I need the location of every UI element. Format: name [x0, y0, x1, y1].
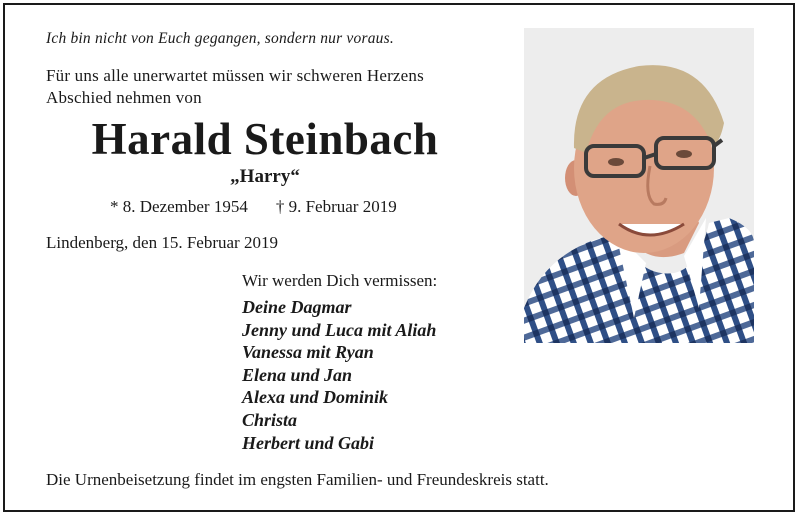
mourner: Deine Dagmar — [242, 297, 352, 317]
mourner: Jenny und Luca mit Aliah — [242, 319, 437, 340]
mourner: Vanessa mit Ryan — [242, 342, 374, 363]
mourner: Herbert und Gabi — [242, 432, 375, 453]
portrait-illustration — [524, 28, 754, 343]
intro-line: Abschied nehmen von — [46, 88, 202, 107]
birth-date: * 8. Dezember 1954 — [110, 197, 248, 216]
portrait-photo — [524, 28, 754, 343]
intro-line: Für uns alle unerwartet müssen wir schweren Herzens — [46, 66, 424, 85]
mourner: Elena und Jan — [242, 364, 353, 385]
intro-text — [46, 65, 424, 109]
mourner: Alexa und Dominik — [242, 387, 389, 408]
mourners-list — [242, 296, 436, 454]
deceased-name: Harald Steinbach — [91, 114, 439, 164]
deceased-nickname: „Harry“ — [230, 166, 300, 187]
miss-line: Wir werden Dich vermissen: — [242, 271, 438, 290]
life-dates — [110, 197, 397, 217]
place-and-date: Lindenberg, den 15. Februar 2019 — [46, 233, 278, 252]
death-date: † 9. Februar 2019 — [275, 197, 397, 216]
mourner: Christa — [242, 409, 298, 430]
burial-note: Die Urnenbeisetzung findet im engsten Familien- und Freundeskreis statt. — [46, 470, 549, 489]
motto: Ich bin nicht von Euch gegangen, sondern nur voraus. — [46, 30, 394, 47]
